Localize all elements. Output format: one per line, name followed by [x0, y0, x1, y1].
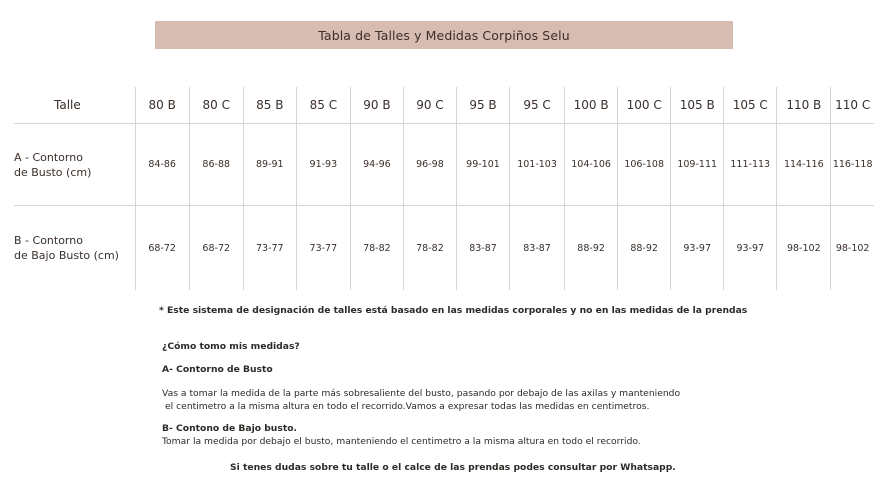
table-header-row — [14, 87, 874, 124]
table-row-underbust — [14, 206, 874, 291]
size-header: 105 C — [724, 87, 777, 124]
size-header: 100 B — [565, 87, 618, 124]
table-cell: 116-118 — [831, 124, 874, 206]
table-cell: 73-77 — [243, 206, 296, 291]
table-cell: 104-106 — [565, 124, 618, 206]
page-title: Tabla de Talles y Medidas Corpiños Selu — [318, 27, 570, 43]
table-cell: 96-98 — [403, 124, 456, 206]
row-label-line: A - Contorno — [14, 150, 83, 164]
size-header: 95 C — [510, 87, 565, 124]
talle-header: Talle — [14, 87, 135, 124]
table-cell: 93-97 — [724, 206, 777, 291]
row-label-line: de Busto (cm) — [14, 165, 92, 179]
table-cell: 86-88 — [189, 124, 243, 206]
bust-measure-instructions — [162, 388, 782, 413]
table-cell: 98-102 — [831, 206, 874, 291]
size-header: 80 B — [135, 87, 189, 124]
table-cell: 68-72 — [189, 206, 243, 291]
underbust-measure-heading: B- Contono de Bajo busto. — [162, 423, 298, 434]
table-cell: 109-111 — [671, 124, 724, 206]
size-header: 90 B — [350, 87, 403, 124]
size-header: 80 C — [189, 87, 243, 124]
table-cell: 84-86 — [135, 124, 189, 206]
table-cell: 89-91 — [243, 124, 296, 206]
table-cell: 99-101 — [456, 124, 509, 206]
table-cell: 106-108 — [618, 124, 671, 206]
row-label-bust — [14, 124, 135, 206]
table-cell: 78-82 — [350, 206, 403, 291]
size-header: 105 B — [671, 87, 724, 124]
size-header: 110 B — [777, 87, 831, 124]
table-cell: 83-87 — [510, 206, 565, 291]
sizing-disclaimer: * Este sistema de designación de talles está basado en las medidas corporales y no en las medidas de la prendas — [159, 305, 748, 316]
table-cell: 68-72 — [135, 206, 189, 291]
instruction-line: Vas a tomar la medida de la parte más sobresaliente del busto, pasando por debajo de las axilas y manteniendo — [162, 388, 681, 399]
table-cell: 101-103 — [510, 124, 565, 206]
table-cell: 93-97 — [671, 206, 724, 291]
row-label-underbust — [14, 206, 135, 291]
underbust-measure-instructions: Tomar la medida por debajo el busto, manteniendo el centimetro a la misma altura en todo el recorrido. — [162, 436, 641, 447]
table-cell: 73-77 — [296, 206, 350, 291]
bust-measure-heading: A- Contorno de Busto — [162, 364, 273, 375]
row-label-line: B - Contorno — [14, 234, 83, 247]
table-cell: 83-87 — [456, 206, 509, 291]
table-cell: 88-92 — [565, 206, 618, 291]
instruction-line: el centimetro a la misma altura en todo el recorrido.Vamos a expresar todas las medidas en centimetros. — [165, 400, 650, 412]
size-header: 85 C — [296, 87, 350, 124]
size-header: 85 B — [243, 87, 296, 124]
table-cell: 91-93 — [296, 124, 350, 206]
table-cell: 111-113 — [724, 124, 777, 206]
page-title-banner — [155, 21, 733, 49]
size-header: 90 C — [403, 87, 456, 124]
row-label-line: de Bajo Busto (cm) — [14, 249, 119, 262]
size-chart-table — [14, 87, 874, 290]
table-cell: 114-116 — [777, 124, 831, 206]
table-cell: 88-92 — [618, 206, 671, 291]
table-row-bust — [14, 124, 874, 206]
table-cell: 78-82 — [403, 206, 456, 291]
size-header: 95 B — [456, 87, 509, 124]
size-header: 110 C — [831, 87, 874, 124]
whatsapp-contact-note: Si tenes dudas sobre tu talle o el calce de las prendas podes consultar por Whatsapp. — [230, 462, 676, 473]
table-cell: 94-96 — [350, 124, 403, 206]
table-cell: 98-102 — [777, 206, 831, 291]
how-to-measure-heading: ¿Cómo tomo mis medidas? — [162, 341, 300, 352]
size-header: 100 C — [618, 87, 671, 124]
